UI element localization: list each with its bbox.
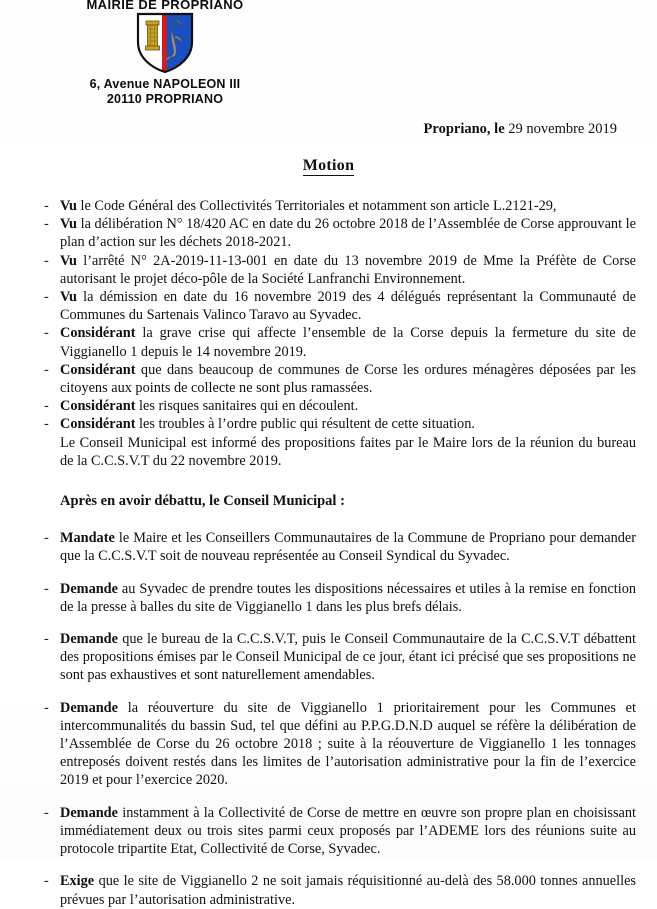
item-text: instamment à la Collectivité de Corse de mettre en œuvre son propre plan en choisissant immédiatement deux ou trois sites parmi ceux proposés par l’ADEME lors des réunions suite au protocole tripartite Etat, Collectivité de Corse, Syvadec. <box>60 804 636 858</box>
bullet-dash: - <box>44 580 49 597</box>
bullet-dash: - <box>44 804 49 821</box>
item-lead: Vu <box>60 252 77 269</box>
list-item <box>44 529 636 565</box>
considerations-list <box>44 197 636 434</box>
item-text: le Code Général des Collectivités Territoriales et notamment son article L.2121-29, <box>76 198 557 214</box>
address-line-2: 20110 PROPRIANO <box>106 91 224 106</box>
item-text: l’arrêté N° 2A-2019-11-13-001 en date du 13 novembre 2019 de Mme la Préfète de Corse autorisant le projet déco-pôle de la Société Lanfranchi Environnement. <box>60 252 636 287</box>
organization-name: MAIRIE DE PROPRIANO <box>86 0 244 10</box>
item-text: les risques sanitaires qui en découlent. <box>135 398 359 415</box>
resolutions-list <box>44 529 636 908</box>
list-item <box>44 361 636 397</box>
page-title <box>0 157 657 175</box>
bullet-dash: - <box>44 361 49 378</box>
list-item <box>44 197 636 215</box>
list-item <box>44 872 636 908</box>
bullet-dash: - <box>44 325 49 342</box>
list-item <box>44 580 636 616</box>
item-lead: Mandate <box>60 530 115 547</box>
item-lead: Vu <box>60 216 77 233</box>
bullet-dash: - <box>44 289 49 306</box>
item-lead: Considérant <box>60 325 136 342</box>
address-block <box>0 77 330 106</box>
bullet-dash: - <box>44 198 49 214</box>
list-item <box>44 699 636 790</box>
page-title-text: Motion <box>302 157 355 174</box>
item-text: que dans beaucoup de communes de Corse les ordures ménagères déposées par les citoyens aux points de collecte ne sont plus ramassées. <box>60 361 636 397</box>
list-item <box>44 415 636 433</box>
date-place: Propriano, le <box>423 121 505 137</box>
list-item <box>44 397 636 415</box>
item-lead: Demande <box>60 699 118 716</box>
address-line-1: 6, Avenue NAPOLEON III <box>89 77 241 91</box>
item-text: la délibération N° 18/420 AC en date du 26 octobre 2018 de l’Assemblée de Corse approuvant le plan d’action sur les déchets 2018-2021. <box>60 216 636 251</box>
item-text: les troubles à l’ordre public qui résultent de cette situation. <box>135 416 475 433</box>
list-item <box>44 630 636 685</box>
bullet-dash: - <box>44 398 49 415</box>
item-lead: Demande <box>60 804 118 821</box>
item-lead: Vu <box>60 198 77 214</box>
item-text: au Syvadec de prendre toutes les dispositions nécessaires et utiles à la remise en fonction de la presse à balles du site de Viggianello 1 dans les plus brefs délais. <box>60 580 636 615</box>
list-item <box>44 324 636 360</box>
list-item <box>44 215 636 251</box>
resolutions-subheading: Après en avoir débattu, le Conseil Municipal : <box>60 493 345 510</box>
bullet-dash: - <box>44 530 49 547</box>
item-lead: Considérant <box>60 398 136 415</box>
bullet-dash: - <box>44 252 49 269</box>
item-lead: Vu <box>60 289 77 306</box>
item-text: que le bureau de la C.C.S.V.T, puis le Conseil Communautaire de la C.C.S.V.T débattent des propositions émises par le Conseil Municipal de ce jour, étant ici précisé que ses propositions ne sont pas exhaustives et sont naturellement amendables. <box>60 631 636 684</box>
document-body <box>44 197 636 909</box>
info-paragraph: Le Conseil Municipal est informé des propositions faites par le Maire lors de la réunion du bureau de la C.C.S.V.T du 22 novembre 2019. <box>60 434 636 469</box>
bullet-dash: - <box>44 216 49 233</box>
date-line <box>0 120 617 138</box>
letterhead <box>0 0 330 106</box>
item-lead: Considérant <box>60 361 136 378</box>
item-lead: Demande <box>60 580 118 597</box>
bullet-dash: - <box>44 699 49 716</box>
coat-of-arms-icon <box>135 12 195 74</box>
item-text: la démission en date du 16 novembre 2019 des 4 délégués représentant la Communauté de Communes du Sartenais Valinco Taravo au Syvadec. <box>60 289 636 324</box>
item-lead: Demande <box>60 631 118 648</box>
bullet-dash: - <box>44 631 49 648</box>
bullet-dash: - <box>44 416 49 433</box>
item-text: le Maire et les Conseillers Communautaires de la Commune de Propriano pour demander que la C.C.S.V.T soit de nouveau représentée au Conseil Syndical du Syvadec. <box>60 530 636 565</box>
item-text: la grave crise qui affecte l’ensemble de la Corse depuis la fermeture du site de Viggianello 1 depuis le 14 novembre 2019. <box>60 325 636 360</box>
bullet-dash: - <box>44 873 49 890</box>
list-item <box>44 288 636 324</box>
item-lead: Considérant <box>60 416 136 433</box>
item-text: que le site de Viggianello 2 ne soit jamais réquisitionné au-delà des 58.000 tonnes annuelles prévues par l’autorisation administrative. <box>60 873 636 908</box>
date-value: 29 novembre 2019 <box>508 121 617 137</box>
list-item <box>44 252 636 288</box>
list-item <box>44 804 636 859</box>
item-lead: Exige <box>60 873 95 890</box>
item-text: la réouverture du site de Viggianello 1 prioritairement pour les Communes et intercommunalités du bassin Sud, tel que défini au P.P.G.D.N.D auquel se réfère la délibération de l’Assemblée de Corse du 26 octobre 2018 ; suite à la réouverture de Viggianello 1 les tonnages entreposés doivent restés dans les limites de l’autorisation administrative pour la fin de l’exercice 2019 et pour l’exercice 2020. <box>60 699 636 789</box>
coat-of-arms <box>0 12 330 74</box>
